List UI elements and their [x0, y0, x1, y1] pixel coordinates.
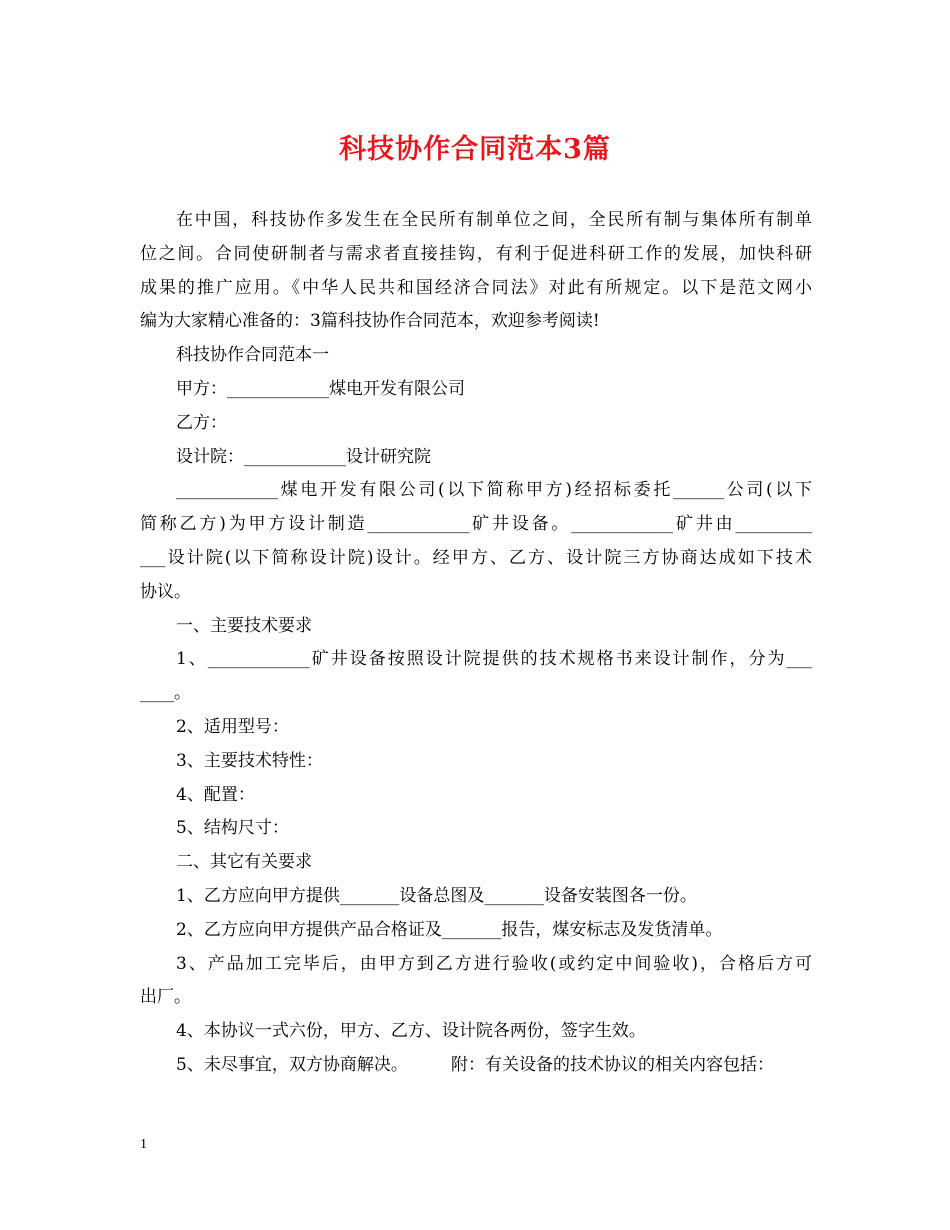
requirement-item: 1、____________矿井设备按照设计院提供的技术规格书来设计制作，分为___	[176, 649, 812, 670]
preamble-line: ___设计院(以下简称设计院)设计。经甲方、乙方、设计院三方协商达成如下技术	[140, 547, 812, 568]
heading-main-requirements: 一、主要技术要求	[176, 615, 312, 636]
design-institute-line: 设计院：____________设计研究院	[176, 446, 431, 467]
intro-line: 编为大家精心准备的：3篇科技协作合同范本，欢迎参考阅读!	[140, 311, 600, 332]
requirement-item: 4、配置：	[176, 784, 255, 805]
other-requirement-item: 3、产品加工完毕后，由甲方到乙方进行验收(或约定中间验收)，合格后方可	[176, 953, 812, 974]
preamble-line: 简称乙方)为甲方设计制造____________矿井设备。____________矿井由_________	[140, 514, 812, 535]
other-requirement-item: 4、本协议一式六份，甲方、乙方、设计院各两份，签字生效。	[176, 1021, 646, 1042]
document-title: 科技协作合同范本3篇	[339, 134, 611, 165]
other-requirement-item: 1、乙方应向甲方提供_______设备总图及_______设备安装图各一份。	[176, 885, 697, 906]
party-b-line: 乙方：	[176, 412, 227, 433]
party-a-line: 甲方：____________煤电开发有限公司	[176, 378, 465, 399]
other-requirement-item: 出厂。	[140, 987, 191, 1008]
other-requirement-item: 2、乙方应向甲方提供产品合格证及_______报告，煤安标志及发货清单。	[176, 919, 723, 940]
heading-other-requirements: 二、其它有关要求	[176, 852, 312, 873]
requirement-item: 3、主要技术特性：	[176, 750, 323, 771]
requirement-item: 2、适用型号：	[176, 716, 289, 737]
requirement-item: ____。	[140, 683, 191, 704]
intro-line: 位之间。合同使研制者与需求者直接挂钩，有利于促进科研工作的发展，加快科研	[140, 243, 812, 264]
other-requirement-item: 5、未尽事宜，双方协商解决。 附：有关设备的技术协议的相关内容包括：	[176, 1054, 775, 1075]
requirement-item: 5、结构尺寸：	[176, 818, 289, 839]
intro-line: 在中国，科技协作多发生在全民所有制单位之间，全民所有制与集体所有制单	[176, 210, 812, 230]
document-body	[140, 204, 812, 1083]
section-title: 科技协作合同范本一	[176, 345, 329, 366]
page-number: 1	[140, 1137, 147, 1152]
preamble-line: ____________煤电开发有限公司(以下简称甲方)经招标委托______公司(以下	[176, 480, 812, 501]
intro-line: 成果的推广应用。《中华人民共和国经济合同法》对此有所规定。以下是范文网小	[140, 277, 812, 298]
preamble-line: 协议。	[140, 581, 191, 602]
